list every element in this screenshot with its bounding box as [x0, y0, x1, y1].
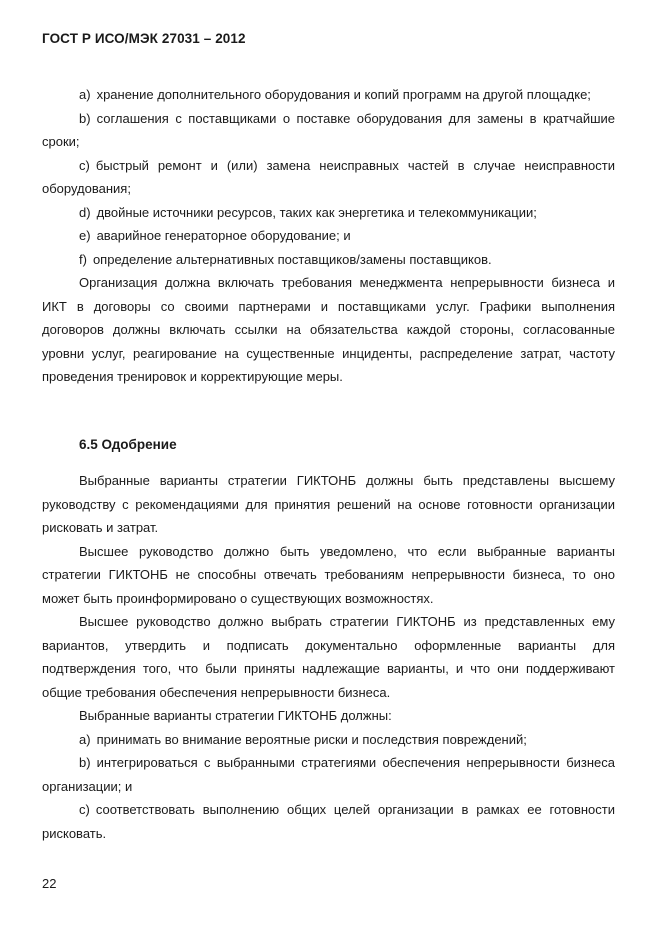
list-item [42, 224, 615, 248]
paragraph: Организация должна включать требования менеджмента непрерывности бизнеса и ИКТ в договоры со своими партнерами и поставщиками услуг. Графики выполнения договоров должны включать ссылки на обязательства каждой стороны, согласованные уровни услуг, реагирование на существенные инциденты, распределение затрат, частоту проведения тренировок и корректирующие меры. [42, 275, 615, 384]
list-label: f) [79, 251, 87, 267]
list-label: a) [79, 731, 91, 747]
document-body [42, 83, 615, 845]
document-header: ГОСТ Р ИСО/МЭК 27031 – 2012 [42, 31, 246, 46]
list-item [42, 798, 615, 845]
list-text: определение альтернативных поставщиков/замены поставщиков. [92, 251, 492, 267]
list-text: интегрироваться с выбранными стратегиями обеспечения непрерывности бизнеса организации; и [42, 755, 615, 794]
paragraph: Выбранные варианты стратегии ГИКТОНБ должны быть представлены высшему руководству с рекомендациями для принятия решений на основе готовности организации рисковать и затрат. [42, 473, 615, 535]
list-text: соглашения с поставщиками о поставке оборудования для замены в кратчайшие сроки; [42, 110, 615, 149]
list-label: c) [79, 157, 90, 173]
paragraph: Выбранные варианты стратегии ГИКТОНБ должны: [79, 708, 392, 723]
list-text: хранение дополнительного оборудования и копий программ на другой площадке; [96, 87, 591, 102]
list-item [42, 107, 615, 154]
list-item [42, 728, 615, 752]
page-number: 22 [42, 876, 57, 891]
list-label: b) [79, 755, 91, 770]
section-number: 6.5 [79, 436, 98, 452]
paragraph: Высшее руководство должно выбрать стратегии ГИКТОНБ из представленных ему вариантов, утвердить и подписать документально оформленные варианты для подтверждения того, что были приняты надлежащие варианты, и что они поддерживают общие требования обеспечения непрерывности бизнеса. [42, 614, 615, 700]
list-item [42, 201, 615, 225]
list-text: быстрый ремонт и (или) замена неисправных частей в случае неисправности оборудования; [42, 157, 615, 196]
list-label: a) [79, 87, 91, 102]
list-label: e) [79, 228, 91, 243]
list-label: d) [79, 204, 91, 220]
paragraph: Высшее руководство должно быть уведомлено, что если выбранные варианты стратегии ГИКТОНБ не способны отвечать требованиям непрерывности бизнеса, то оно может быть проинформировано о существующих возможностях. [42, 543, 615, 606]
list-text: двойные источники ресурсов, таких как энергетика и телекоммуникации; [96, 204, 537, 220]
section-heading [79, 433, 615, 457]
list-text: принимать во внимание вероятные риски и последствия повреждений; [96, 731, 527, 747]
list-text: аварийное генераторное оборудование; и [96, 228, 351, 243]
list-item [42, 154, 615, 201]
list-item [42, 83, 615, 107]
list-item [42, 248, 615, 272]
list-label: c) [79, 802, 90, 817]
list-item [42, 751, 615, 798]
list-text: соответствовать выполнению общих целей организации в рамках ее готовности рисковать. [42, 802, 615, 841]
list-label: b) [79, 110, 91, 126]
section-title: Одобрение [101, 436, 177, 452]
